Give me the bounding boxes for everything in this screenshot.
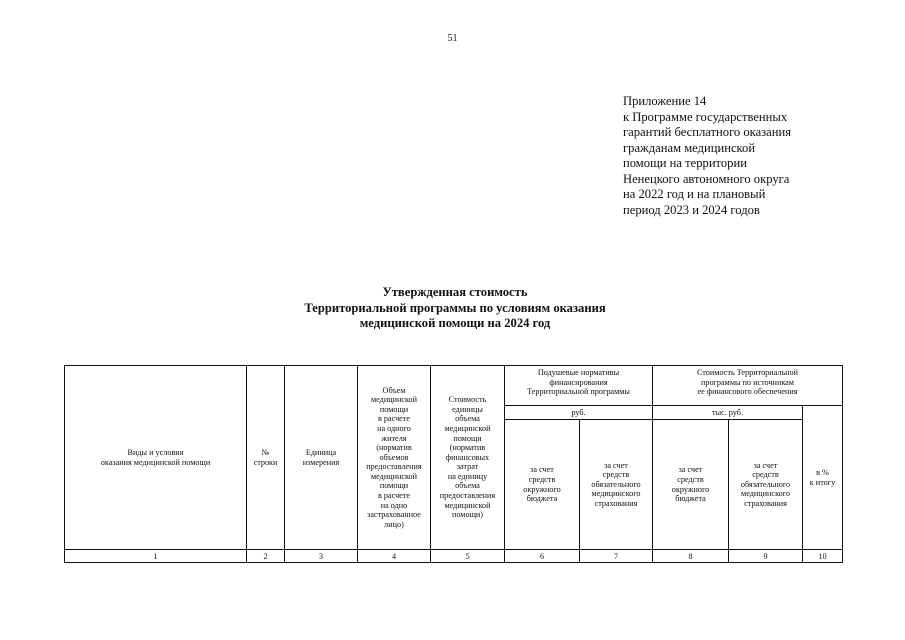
header-text: за счет [678, 465, 703, 475]
header-text: помощи) [451, 510, 483, 520]
column-number: 4 [358, 550, 431, 563]
header-text: страхования [744, 498, 787, 508]
header-text: окружного [671, 484, 710, 494]
header-text: на единицу [447, 471, 488, 481]
header-text: лицо) [384, 519, 404, 529]
header-text: помощи [453, 433, 482, 443]
header-text: объемов [379, 452, 409, 462]
header-text: финансирования [549, 377, 608, 387]
appendix-line: к Программе государственных [623, 109, 788, 124]
header-text: Стоимость Территориальной [696, 368, 799, 377]
column-number: 2 [247, 550, 285, 563]
column-number: 3 [285, 550, 358, 563]
header-text: финансовых [445, 452, 490, 462]
header-text: за счет [753, 460, 778, 470]
header-text: Территориальной программы [527, 387, 630, 397]
header-kinds-conditions [65, 366, 247, 550]
appendix-line: помощи на территории [623, 156, 747, 170]
header-text: за счет [604, 460, 628, 470]
header-text: жителя [381, 433, 407, 443]
header-text: помощи [379, 404, 409, 414]
header-unit-thousand-rub: тыс. руб. [653, 406, 803, 420]
page-number: 51 [447, 33, 458, 44]
appendix-line: Ненецкого автономного округа [623, 171, 790, 186]
column-number: 6 [505, 550, 580, 563]
header-text: медицинской [370, 395, 418, 405]
header-text: в % [816, 467, 829, 477]
header-text: (норматив [376, 443, 412, 453]
header-text: Объем [382, 385, 406, 395]
header-volume [358, 366, 431, 550]
header-per-capita-norms [505, 366, 653, 406]
header-percent-total [803, 406, 843, 550]
appendix-note [623, 94, 893, 218]
header-text: на одно [380, 500, 408, 510]
appendix-line: Приложение 14 [623, 94, 707, 108]
header-text: бюджета [526, 494, 558, 504]
header-text: ее финансового обеспечения [697, 387, 798, 397]
header-text: единицы [452, 404, 483, 414]
header-text: Подушевые нормативы [537, 368, 620, 377]
header-text: медицинской [370, 471, 418, 481]
header-program-cost-sources [653, 366, 843, 406]
header-row-number [247, 366, 285, 550]
header-text: медицинской [444, 500, 491, 510]
header-regional-budget-cost [653, 420, 729, 550]
appendix-line: гражданам медицинской [623, 140, 756, 155]
column-numbers-row [65, 550, 843, 563]
header-text: строки [253, 457, 278, 467]
column-number: 9 [729, 550, 803, 563]
header-text: в расчете [377, 414, 411, 424]
header-text: № [261, 447, 270, 457]
header-text: объема [455, 481, 480, 491]
header-text: Виды и условия [127, 447, 184, 457]
column-number: 8 [653, 550, 729, 563]
header-text: медицинского [741, 489, 790, 499]
title-line: Территориальной программы по условиям оказания [304, 300, 606, 315]
header-text: предоставления [366, 462, 422, 472]
appendix-line: период 2023 и 2024 годов [623, 202, 760, 217]
title-line: медицинской помощи на 2024 год [359, 316, 551, 330]
header-text: средств [528, 474, 556, 484]
header-text: (норматив [449, 443, 486, 453]
header-text: Стоимость [448, 395, 487, 405]
header-text: средств [677, 474, 704, 484]
header-text: затрат [456, 462, 479, 472]
header-text: программы по источникам [700, 377, 794, 387]
header-text: в расчете [377, 491, 411, 501]
cost-table [64, 365, 843, 563]
document-title [200, 285, 710, 332]
header-text: медицинской [444, 423, 491, 433]
header-text: помощи [379, 481, 409, 491]
header-text: оказания медицинской помощи [100, 457, 211, 467]
header-text: окружного [523, 484, 561, 494]
header-text: к итогу [809, 477, 836, 487]
header-regional-budget-norm [505, 420, 580, 550]
appendix-line: гарантий бесплатного оказания [623, 125, 792, 139]
header-text: обязательного [740, 479, 791, 489]
title-line: Утвержденная стоимость [382, 285, 528, 299]
header-unit-rub: руб. [505, 406, 653, 420]
header-text: обязательного [591, 479, 641, 489]
column-number: 10 [803, 550, 843, 563]
header-oms-norm [580, 420, 653, 550]
header-text: измерения [302, 457, 340, 467]
header-text: застрахованное [367, 510, 421, 520]
header-text: на одного [377, 423, 411, 433]
header-text: за счет [530, 465, 554, 475]
header-text: средств [752, 470, 779, 480]
header-text: бюджета [675, 494, 706, 504]
header-text: Единица [305, 447, 337, 457]
header-oms-cost [729, 420, 803, 550]
header-text: объема [455, 414, 480, 424]
header-text: медицинского [591, 489, 641, 499]
header-text: страхования [594, 498, 638, 508]
header-text: предоставления [439, 491, 496, 501]
header-unit [285, 366, 358, 550]
column-number: 5 [431, 550, 505, 563]
header-unit-cost [431, 366, 505, 550]
column-number: 7 [580, 550, 653, 563]
appendix-line: на 2022 год и на плановый [623, 187, 766, 201]
header-text: средств [602, 470, 630, 480]
column-number: 1 [65, 550, 247, 563]
